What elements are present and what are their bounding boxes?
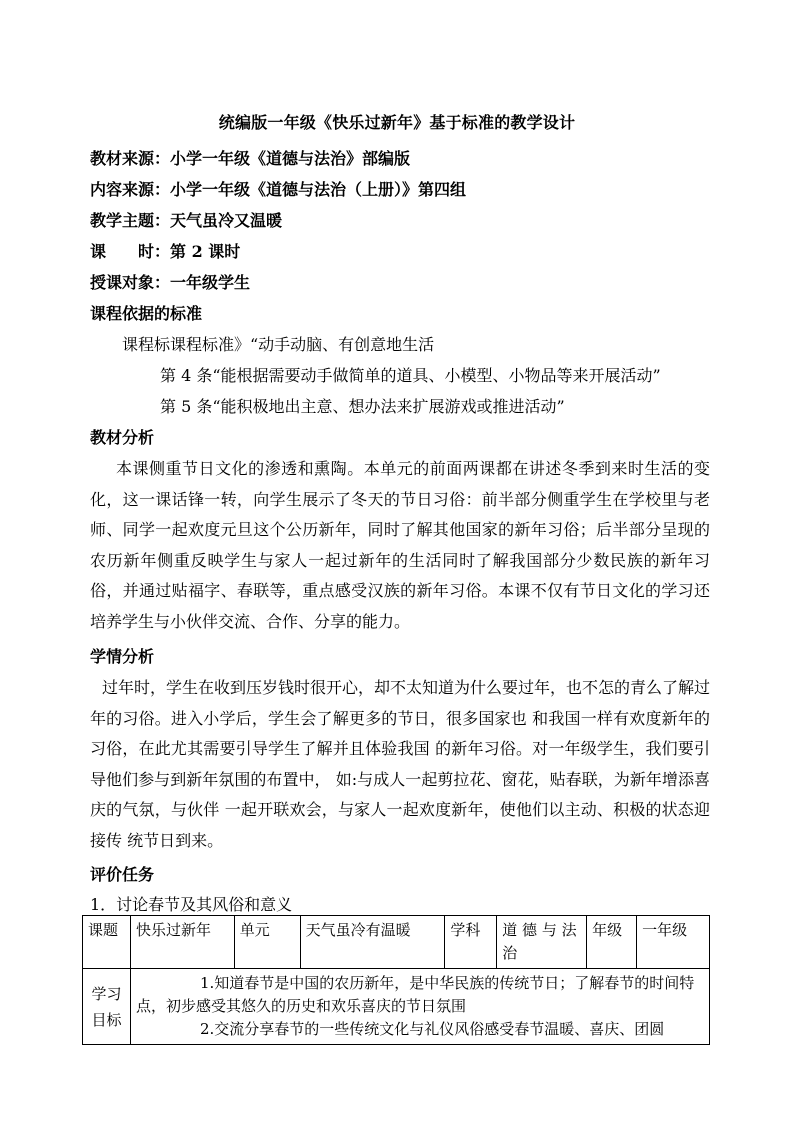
meta-audience <box>90 270 250 293</box>
goal-item: 1.知道春节是中国的农历新年，是中华民族的传统节日；了解春节的时间特点，初步感受其悠久的历史和欢乐喜庆的节日氛围 <box>135 974 695 1015</box>
table-cell: 天气虽冷有温暖 <box>300 916 445 969</box>
section-heading-learner: 学情分析 <box>90 647 155 666</box>
lesson-info-table <box>82 915 710 1045</box>
meta-label: 内容来源： <box>90 180 171 199</box>
textbook-analysis-paragraph: 本课侧重节日文化的渗透和熏陶。本单元的前面两课都在讲述冬季到来时生活的变化，这一课话锋一转，向学生展示了冬天的节日习俗：前半部分侧重学生在学校里与老师、同学一起欢度元旦这个公历新年，同时了解其他国家的新年习俗；后半部分呈现的农历新年侧重反映学生与家人一起过新年的生活同时了解我国部分少数民族的新年习俗，并通过贴福字、春联等，重点感受汉族的新年习俗。本课不仅有节日文化的学习还培养学生与小伙伴交流、合作、分享的能力。 <box>90 459 710 631</box>
meta-value: 小学一年级《道德与法治（上册）》第四组 <box>170 180 467 199</box>
evaluation-item: 1．讨论春节及其风俗和意义 <box>90 895 293 914</box>
table-cell: 年级 <box>587 916 637 969</box>
standards-line: 课程标课程标准》“动手动脑、有创意地生活 <box>122 335 435 354</box>
meta-label: 课 时： <box>90 242 171 261</box>
table-cell: 单元 <box>234 916 300 969</box>
goal-item: 2.交流分享春节的一些传统文化与礼仪风俗感受春节温暖、喜庆、团圆 <box>199 1020 665 1038</box>
table-cell: 课题 <box>83 916 131 969</box>
document-title: 统编版一年级《快乐过新年》基于标准的教学设计 <box>218 113 576 132</box>
meta-value: 天气虽冷又温暖 <box>170 211 283 230</box>
learner-analysis-paragraph: 过年时，学生在收到压岁钱时很开心，却不太知道为什么要过年，也不怎的青么了解过年的习俗。进入小学后，学生会了解更多的节日，很多国家也 和我国一样有欢度新年的习俗，在此尤其需要引导学生了解并且体验我国 的新年习俗。对一年级学生，我们要引导他们参与到新年氛围的布置中， 如:与成人一起剪拉花、窗花，贴春联，为新年增添喜庆的气氛，与伙伴 一起开联欢会，与家人一起欢度新年，使他们以主动、积极的状态迎接传 统节日到来。 <box>90 678 711 850</box>
meta-label: 授课对象： <box>90 273 171 292</box>
table-row <box>83 916 710 969</box>
meta-period <box>90 239 240 262</box>
meta-label: 教材来源： <box>90 149 171 168</box>
table-cell: 快乐过新年 <box>130 916 234 969</box>
section-heading-textbook: 教材分析 <box>90 428 155 447</box>
meta-value: 一年级学生 <box>170 273 251 292</box>
meta-label: 教学主题： <box>90 211 171 230</box>
section-heading-evaluation: 评价任务 <box>90 865 155 884</box>
standards-line: 第 4 条“能根据需要动手做简单的道具、小模型、小物品等来开展活动” <box>160 366 661 385</box>
meta-theme <box>90 208 282 231</box>
table-cell-goal-label: 学习目标 <box>83 969 131 1045</box>
meta-content <box>90 177 466 200</box>
meta-value: 小学一年级《道德与法治》部编版 <box>170 149 411 168</box>
table-cell: 道 德 与 法 治 <box>497 916 587 969</box>
meta-value: 第 2 课时 <box>170 242 241 261</box>
table-row <box>83 969 710 1045</box>
table-cell: 一年级 <box>637 916 710 969</box>
meta-source <box>90 146 410 169</box>
table-cell-goals <box>130 969 709 1045</box>
table-cell: 学科 <box>445 916 497 969</box>
section-heading-standards: 课程依据的标准 <box>90 304 203 323</box>
standards-line: 第 5 条“能积极地出主意、想办法来扩展游戏或推进活动” <box>160 397 565 416</box>
